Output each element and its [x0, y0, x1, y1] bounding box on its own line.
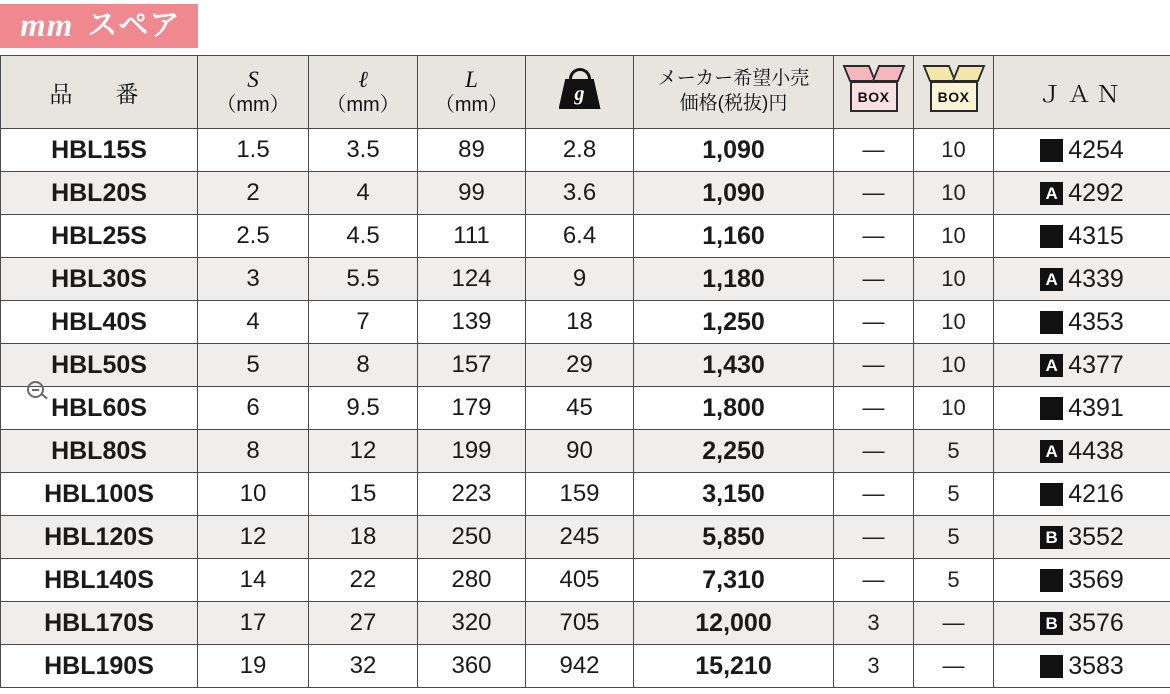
- cell-weight: 90: [526, 430, 634, 473]
- cell-box-pink: —: [834, 129, 914, 172]
- header-part-no: [1, 56, 198, 129]
- cell-box-yellow: 10: [914, 301, 994, 344]
- jan-series-marker: B: [1040, 526, 1063, 549]
- cell-s: 8: [198, 430, 309, 473]
- cell-l-small: 12: [309, 430, 418, 473]
- header-l-small-symbol: ℓ: [358, 67, 368, 93]
- cell-jan: [994, 602, 1170, 645]
- table-row: [1, 215, 1170, 258]
- jan-number: 4438: [1068, 436, 1124, 465]
- cell-weight: 45: [526, 387, 634, 430]
- jan-number: 4292: [1068, 178, 1124, 207]
- cell-weight: 18: [526, 301, 634, 344]
- cell-jan: [994, 559, 1170, 602]
- jan-number: 3583: [1068, 651, 1124, 680]
- cell-box-yellow: 5: [914, 473, 994, 516]
- table-row: [1, 301, 1170, 344]
- header-part-no-label: 品 番: [49, 80, 149, 107]
- cell-part-no: HBL50S: [1, 344, 198, 387]
- cell-s: 17: [198, 602, 309, 645]
- cell-weight: 6.4: [526, 215, 634, 258]
- header-price-line1: メーカー希望小売: [657, 68, 810, 90]
- cell-box-yellow: —: [914, 602, 994, 645]
- cell-weight: 159: [526, 473, 634, 516]
- cell-box-yellow: 10: [914, 129, 994, 172]
- jan-series-marker: [1040, 139, 1063, 162]
- cell-jan: [994, 344, 1170, 387]
- box-yellow-icon-label: BOX: [930, 81, 978, 112]
- table-header-row: [1, 56, 1170, 129]
- cell-price: 5,850: [634, 516, 834, 559]
- cell-s: 3: [198, 258, 309, 301]
- header-jan-label: ＪＡＮ: [1038, 80, 1126, 107]
- cell-price: 2,250: [634, 430, 834, 473]
- table-row: [1, 430, 1170, 473]
- cell-part-no: HBL40S: [1, 301, 198, 344]
- cell-jan: [994, 215, 1170, 258]
- cell-box-yellow: 10: [914, 258, 994, 301]
- cell-box-yellow: 5: [914, 559, 994, 602]
- cell-l-small: 5.5: [309, 258, 418, 301]
- cell-l-small: 8: [309, 344, 418, 387]
- cell-price: 12,000: [634, 602, 834, 645]
- cell-l-large: 139: [418, 301, 526, 344]
- table-row: [1, 172, 1170, 215]
- cell-s: 2: [198, 172, 309, 215]
- cell-jan: [994, 473, 1170, 516]
- header-l-large: [418, 56, 526, 129]
- cell-price: 1,180: [634, 258, 834, 301]
- cell-box-yellow: 5: [914, 516, 994, 559]
- cell-box-pink: —: [834, 215, 914, 258]
- header-l-large-unit: （mm）: [434, 93, 509, 116]
- cell-box-yellow: 5: [914, 430, 994, 473]
- jan-series-marker: [1040, 397, 1063, 420]
- cell-s: 5: [198, 344, 309, 387]
- table-row: [1, 516, 1170, 559]
- cell-part-no: HBL140S: [1, 559, 198, 602]
- header-price: [634, 56, 834, 129]
- cell-box-pink: —: [834, 301, 914, 344]
- header-s-unit: （mm）: [216, 93, 290, 116]
- cell-l-large: 124: [418, 258, 526, 301]
- cell-weight: 245: [526, 516, 634, 559]
- cell-part-no: HBL15S: [1, 129, 198, 172]
- cell-s: 2.5: [198, 215, 309, 258]
- jan-number: 4216: [1068, 479, 1124, 508]
- cell-jan: [994, 129, 1170, 172]
- cell-box-yellow: 10: [914, 215, 994, 258]
- jan-series-marker: A: [1040, 354, 1063, 377]
- header-box-pink: [834, 56, 914, 129]
- header-s: [198, 56, 309, 129]
- table-row: [1, 344, 1170, 387]
- cell-s: 1.5: [198, 129, 309, 172]
- jan-series-marker: [1040, 483, 1063, 506]
- cell-part-no: HBL20S: [1, 172, 198, 215]
- cell-l-large: 179: [418, 387, 526, 430]
- jan-number: 4339: [1068, 264, 1124, 293]
- jan-number: 3569: [1068, 565, 1124, 594]
- cell-box-pink: 3: [834, 602, 914, 645]
- cell-l-small: 22: [309, 559, 418, 602]
- cell-l-small: 18: [309, 516, 418, 559]
- cell-l-large: 89: [418, 129, 526, 172]
- table-row: [1, 387, 1170, 430]
- cell-jan: [994, 430, 1170, 473]
- cell-box-pink: 3: [834, 645, 914, 688]
- cell-box-pink: —: [834, 473, 914, 516]
- jan-number: 4377: [1068, 350, 1124, 379]
- cell-box-pink: —: [834, 559, 914, 602]
- cell-box-pink: —: [834, 172, 914, 215]
- cell-l-small: 4.5: [309, 215, 418, 258]
- cell-l-large: 250: [418, 516, 526, 559]
- table-row: [1, 559, 1170, 602]
- banner-unit-label: mm: [20, 7, 74, 44]
- cell-l-small: 3.5: [309, 129, 418, 172]
- cell-box-yellow: —: [914, 645, 994, 688]
- cell-jan: [994, 172, 1170, 215]
- cell-jan: [994, 387, 1170, 430]
- jan-series-marker: A: [1040, 268, 1063, 291]
- header-l-large-symbol: L: [465, 67, 478, 93]
- cell-jan: [994, 301, 1170, 344]
- weight-g-icon: [557, 68, 603, 110]
- jan-series-marker: B: [1040, 612, 1063, 635]
- cell-s: 10: [198, 473, 309, 516]
- jan-series-marker: A: [1040, 182, 1063, 205]
- cell-part-no: HBL170S: [1, 602, 198, 645]
- cell-l-large: 111: [418, 215, 526, 258]
- box-pink-icon: [845, 63, 903, 115]
- cell-l-large: 199: [418, 430, 526, 473]
- cell-l-small: 9.5: [309, 387, 418, 430]
- cell-price: 1,800: [634, 387, 834, 430]
- cell-part-no: HBL190S: [1, 645, 198, 688]
- cell-box-pink: —: [834, 344, 914, 387]
- cell-weight: 29: [526, 344, 634, 387]
- box-yellow-icon: [925, 63, 983, 115]
- table-row: [1, 602, 1170, 645]
- section-banner: [0, 4, 198, 48]
- cell-s: 4: [198, 301, 309, 344]
- cell-l-small: 4: [309, 172, 418, 215]
- cell-l-small: 15: [309, 473, 418, 516]
- cell-box-yellow: 10: [914, 172, 994, 215]
- jan-number: 3576: [1068, 608, 1124, 637]
- cell-price: 1,090: [634, 129, 834, 172]
- header-jan: [994, 56, 1170, 129]
- cell-l-large: 280: [418, 559, 526, 602]
- table-row: [1, 473, 1170, 516]
- cell-l-large: 223: [418, 473, 526, 516]
- cell-box-pink: —: [834, 387, 914, 430]
- header-l-small: [309, 56, 418, 129]
- header-s-symbol: S: [247, 67, 259, 93]
- cell-part-no: HBL25S: [1, 215, 198, 258]
- cell-l-small: 32: [309, 645, 418, 688]
- cell-price: 1,090: [634, 172, 834, 215]
- cell-box-pink: —: [834, 430, 914, 473]
- jan-series-marker: [1040, 311, 1063, 334]
- spec-table: [0, 55, 1170, 688]
- cell-part-no: HBL30S: [1, 258, 198, 301]
- cell-jan: [994, 258, 1170, 301]
- cell-s: 19: [198, 645, 309, 688]
- header-l-small-unit: （mm）: [326, 93, 400, 116]
- cell-weight: 3.6: [526, 172, 634, 215]
- cell-weight: 705: [526, 602, 634, 645]
- jan-series-marker: [1040, 225, 1063, 248]
- cell-part-no: HBL60S: [1, 387, 198, 430]
- table-row: [1, 129, 1170, 172]
- jan-number: 4353: [1068, 307, 1124, 336]
- cell-weight: 405: [526, 559, 634, 602]
- cell-l-large: 99: [418, 172, 526, 215]
- cell-box-yellow: 10: [914, 387, 994, 430]
- header-price-line2: 価格(税抜)円: [679, 93, 788, 114]
- table-row: [1, 258, 1170, 301]
- jan-number: 4315: [1068, 221, 1124, 250]
- cell-part-no: HBL120S: [1, 516, 198, 559]
- cell-s: 12: [198, 516, 309, 559]
- table-body: [1, 129, 1170, 688]
- cell-part-no: HBL100S: [1, 473, 198, 516]
- jan-series-marker: [1040, 569, 1063, 592]
- cell-box-pink: —: [834, 516, 914, 559]
- cell-box-yellow: 10: [914, 344, 994, 387]
- jan-number: 4254: [1068, 135, 1124, 164]
- cell-weight: 2.8: [526, 129, 634, 172]
- cell-jan: [994, 645, 1170, 688]
- cell-price: 1,250: [634, 301, 834, 344]
- box-pink-icon-label: BOX: [850, 81, 898, 112]
- cell-l-large: 360: [418, 645, 526, 688]
- jan-series-marker: [1040, 655, 1063, 678]
- cell-part-no: HBL80S: [1, 430, 198, 473]
- cell-s: 14: [198, 559, 309, 602]
- zoom-cursor-icon: [27, 381, 44, 398]
- table-row: [1, 645, 1170, 688]
- cell-box-pink: —: [834, 258, 914, 301]
- header-weight: [526, 56, 634, 129]
- cell-l-large: 157: [418, 344, 526, 387]
- cell-weight: 942: [526, 645, 634, 688]
- cell-price: 3,150: [634, 473, 834, 516]
- jan-number: 3552: [1068, 522, 1124, 551]
- header-box-yellow: [914, 56, 994, 129]
- jan-series-marker: A: [1040, 440, 1063, 463]
- cell-price: 1,430: [634, 344, 834, 387]
- cell-l-small: 7: [309, 301, 418, 344]
- weight-g-icon-label: g: [574, 83, 585, 105]
- cell-weight: 9: [526, 258, 634, 301]
- banner-title-label: スペア: [87, 8, 181, 43]
- cell-jan: [994, 516, 1170, 559]
- cell-price: 7,310: [634, 559, 834, 602]
- jan-number: 4391: [1068, 393, 1124, 422]
- cell-l-large: 320: [418, 602, 526, 645]
- cell-l-small: 27: [309, 602, 418, 645]
- cell-price: 1,160: [634, 215, 834, 258]
- cell-s: 6: [198, 387, 309, 430]
- cell-price: 15,210: [634, 645, 834, 688]
